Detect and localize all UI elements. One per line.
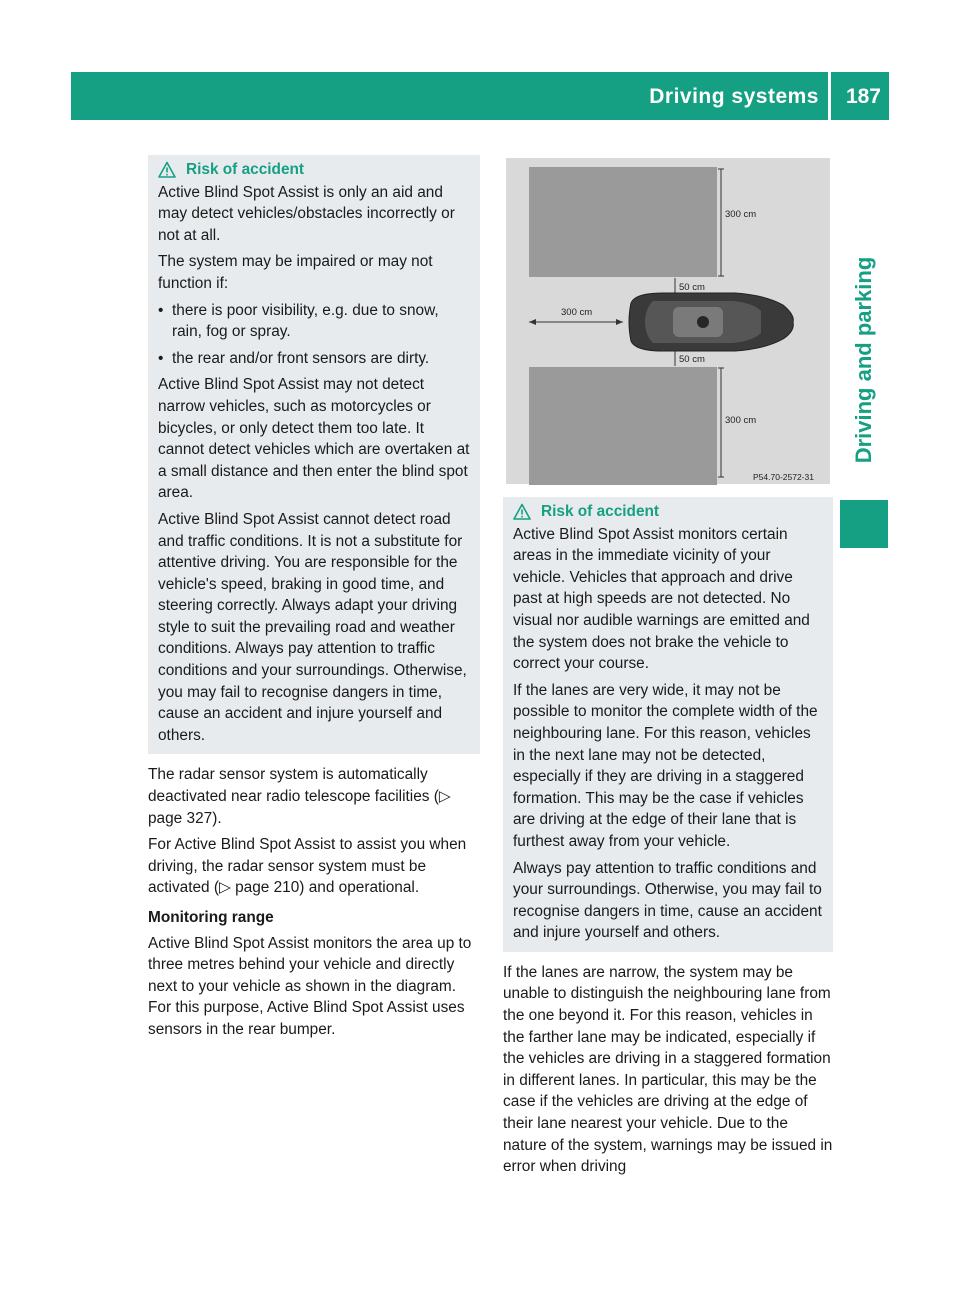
car-icon: [629, 293, 793, 351]
warning-box: [503, 497, 833, 952]
subheading: Monitoring range: [148, 909, 274, 926]
warning-text: Active Blind Spot Assist is only an aid and may detect vehicles/obstacles incorrectly or not at all.: [158, 183, 455, 244]
warning-text: Always pay attention to traffic conditions and your surroundings. Otherwise, you may fail to recognise dangers in time, cause an accident and injure yourself and others.: [513, 859, 822, 942]
page-header: [71, 72, 889, 120]
warning-triangle-icon: [158, 161, 176, 179]
warning-title: Risk of accident: [186, 161, 305, 178]
warning-header: [158, 159, 472, 181]
chapter-marker: [840, 500, 888, 548]
warning-text: The system may be impaired or may not function if:: [158, 253, 433, 292]
dimension-label-gap-bottom: 50 cm: [679, 354, 705, 365]
left-column: [148, 155, 480, 1046]
paragraph: The radar sensor system is automatically deactivated near radio telescope facilities (▷ page 327).: [148, 766, 451, 827]
monitored-zone-upper: [529, 167, 717, 277]
diagram-svg: [503, 155, 833, 487]
warning-text: Active Blind Spot Assist may not detect narrow vehicles, such as motorcycles or bicycles, or only detect them too late. It cannot detect vehicles which are overtaken at a small distance and then enter the blind spot area.: [158, 376, 470, 502]
warning-text: If the lanes are very wide, it may not be possible to monitor the complete width of the neighbouring lane. For this reason, vehicles in the next lane may not be detected, especially if they are driving in a staggered formation. This may be the case if vehicles are driving at the edge of their lane that is furthest away from your vehicle.: [513, 681, 818, 850]
monitored-zone-lower: [529, 367, 717, 485]
dimension-label-rear: 300 cm: [561, 307, 593, 318]
chapter-label: Driving and parking: [851, 256, 876, 464]
monitoring-range-diagram: [503, 155, 833, 487]
paragraph: If the lanes are narrow, the system may be unable to distinguish the neighbouring lane from the one beyond it. For this reason, vehicles in the farther lane may be indicated, especially if the vehicles are driving in a staggered formation in different lanes. In particular, this may be the case if the vehicles are driving at the edge of their lane nearest your vehicle. Due to the nature of the system, warnings may be issued in error when driving: [503, 963, 833, 1176]
bullet-item: • there is poor visibility, e.g. due to snow, rain, fog or spray.: [158, 300, 472, 343]
warning-title: Risk of accident: [541, 503, 660, 520]
warning-box: [148, 155, 480, 754]
bullet-item: • the rear and/or front sensors are dirty.: [158, 348, 472, 370]
dimension-label-bottom: 300 cm: [725, 415, 757, 426]
warning-text: Active Blind Spot Assist monitors certain areas in the immediate vicinity of your vehicle. Vehicles that approach and drive past at high speeds are not detected. No visual nor audible warnings are emitted and the system does not brake the vehicle to correct your course.: [513, 525, 810, 673]
right-column: [503, 155, 833, 1183]
warning-triangle-icon: [513, 503, 531, 521]
paragraph: For Active Blind Spot Assist to assist you when driving, the radar sensor system must be activated (▷ page 210) and operational.: [148, 836, 467, 897]
dimension-label-top: 300 cm: [725, 209, 757, 220]
paragraph: Active Blind Spot Assist monitors the area up to three metres behind your vehicle and directly next to your vehicle as shown in the diagram. For this purpose, Active Blind Spot Assist uses sensors in the rear bumper.: [148, 934, 472, 1038]
warning-text: Active Blind Spot Assist cannot detect road and traffic conditions. It is not a substitute for attentive driving. You are responsible for the vehicle's speed, braking in good time, and steering correctly. Always adapt your driving style to suit the prevailing road and weather conditions. Always pay attention to traffic conditions and your surroundings. Otherwise, you may fail to recognise dangers in time, cause an accident and injure yourself and others.: [158, 510, 467, 744]
warning-header: [513, 501, 825, 523]
section-title: Driving systems: [649, 85, 819, 108]
body-section: [503, 962, 833, 1178]
header-divider: [828, 72, 831, 120]
chapter-tab: [840, 240, 888, 480]
body-section: [148, 764, 480, 1040]
figure-reference: P54.70-2572-31: [753, 472, 814, 482]
dimension-label-gap-top: 50 cm: [679, 282, 705, 293]
page-number: 187: [845, 85, 881, 108]
